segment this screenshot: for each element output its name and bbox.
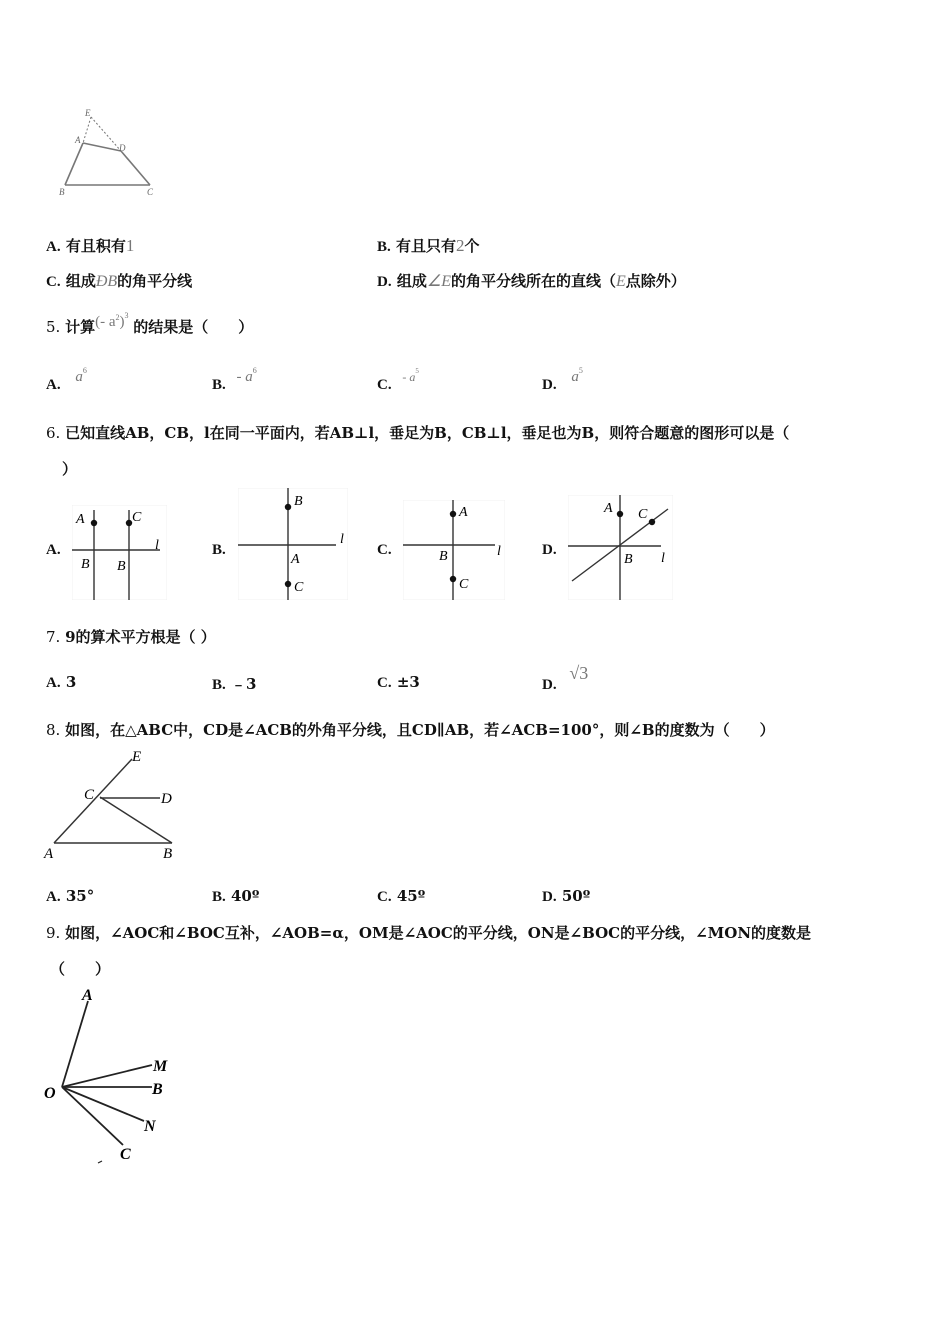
q6d-C: C [638, 507, 648, 522]
q9-stem: 9. 如图，∠AOC和∠BOC互补，∠AOB=α，OM是∠AOC的平分线，ON是∠BOC的平分线，∠MON的度数是 [46, 924, 812, 942]
q6-option-a-label: A. [46, 542, 61, 558]
q6d-B: B [624, 552, 633, 567]
q7-option-a: A. 3 [46, 673, 77, 691]
q8-label-C: C [84, 787, 95, 803]
q8-stem: 8. 如图，在△ABC中，CD是∠ACB的外角平分线，且CD∥AB，若∠ACB=100°，则∠B的度数为（ ） [46, 721, 775, 739]
q4-label-D: D [119, 143, 126, 153]
q6d-l: l [661, 551, 665, 566]
q8-label-D: D [161, 791, 172, 807]
q6b-l: l [340, 532, 344, 547]
q9-figure [40, 985, 190, 1170]
q6a-A: A [76, 512, 85, 527]
q6-option-d-label: D. [542, 542, 557, 558]
q7-option-d: D. √3 [542, 663, 589, 693]
q6d-A: A [604, 501, 613, 516]
q5-option-a: A. $a^6$ [46, 366, 87, 393]
q6c-C: C [459, 577, 469, 592]
q6-option-d-figure [568, 495, 673, 600]
q6-option-b-figure [238, 488, 348, 600]
q8-option-c: C. 45º [377, 887, 426, 905]
q5-option-b: B. - $a^6$ [212, 366, 257, 393]
q9-label-N: N [144, 1118, 156, 1135]
q6a-B1: B [81, 557, 90, 572]
q6b-A: A [291, 552, 300, 567]
q6c-B: B [439, 549, 448, 564]
q9-label-B: B [152, 1081, 163, 1098]
q6a-l: l [155, 538, 159, 553]
q6-option-c-figure [403, 500, 505, 600]
q4-option-b: B. 有且只有2个 [377, 236, 480, 255]
q6c-A: A [459, 505, 468, 520]
q8-label-E: E [132, 749, 142, 765]
q9-stem-end: （ ） [50, 960, 111, 978]
q6a-C: C [132, 510, 142, 525]
q5-stem: 5. 计算(- $a^2)^3$ 的结果是（ ） [46, 311, 254, 336]
q9-label-C: C [120, 1146, 131, 1163]
q5-option-d: D. $a^5$ [542, 366, 583, 393]
q4-label-A: A [75, 135, 81, 145]
q6a-B2: B [117, 559, 126, 574]
q9-label-O: O [44, 1085, 56, 1102]
q4-label-B: B [59, 187, 65, 197]
q6b-B: B [294, 494, 303, 509]
q6-option-b-label: B. [212, 542, 226, 558]
q8-label-A: A [44, 846, 54, 862]
q6-stem: 6. 已知直线AB，CB，l在同一平面内，若AB⊥l，垂足为B，CB⊥l，垂足也为B，则符合题意的图形可以是（ [46, 424, 790, 442]
q4-option-a: A. 有且积有1 [46, 236, 135, 255]
q7-stem: 7. 9的算术平方根是（ ） [46, 628, 216, 646]
q7-option-c: C. ±3 [377, 673, 420, 691]
q8-option-b: B. 40º [212, 887, 260, 905]
q7-option-b: B. ﹣3 [212, 675, 257, 693]
q6-stem-end: ） [62, 460, 78, 478]
q8-option-a: A. 35° [46, 887, 95, 905]
q6c-l: l [497, 544, 501, 559]
q6-option-c-label: C. [377, 542, 392, 558]
q6-option-a-figure [72, 505, 167, 600]
q6b-C: C [294, 580, 304, 595]
q9-label-A: A [82, 987, 93, 1004]
q4-label-E: E [85, 108, 91, 118]
q9-label-M: M [153, 1058, 168, 1075]
q4-label-C: C [147, 187, 154, 197]
q4-figure [55, 105, 165, 200]
q8-label-B: B [163, 846, 173, 862]
q4-option-c: C. 组成ÐB的角平分线 [46, 272, 193, 290]
q5-option-c: C. - $^{a5}$ [377, 367, 419, 393]
q8-option-d: D. 50º [542, 887, 591, 905]
q4-option-d: D. 组成∠E的角平分线所在的直线（E点除外） [377, 272, 686, 290]
q8-figure [42, 745, 182, 863]
